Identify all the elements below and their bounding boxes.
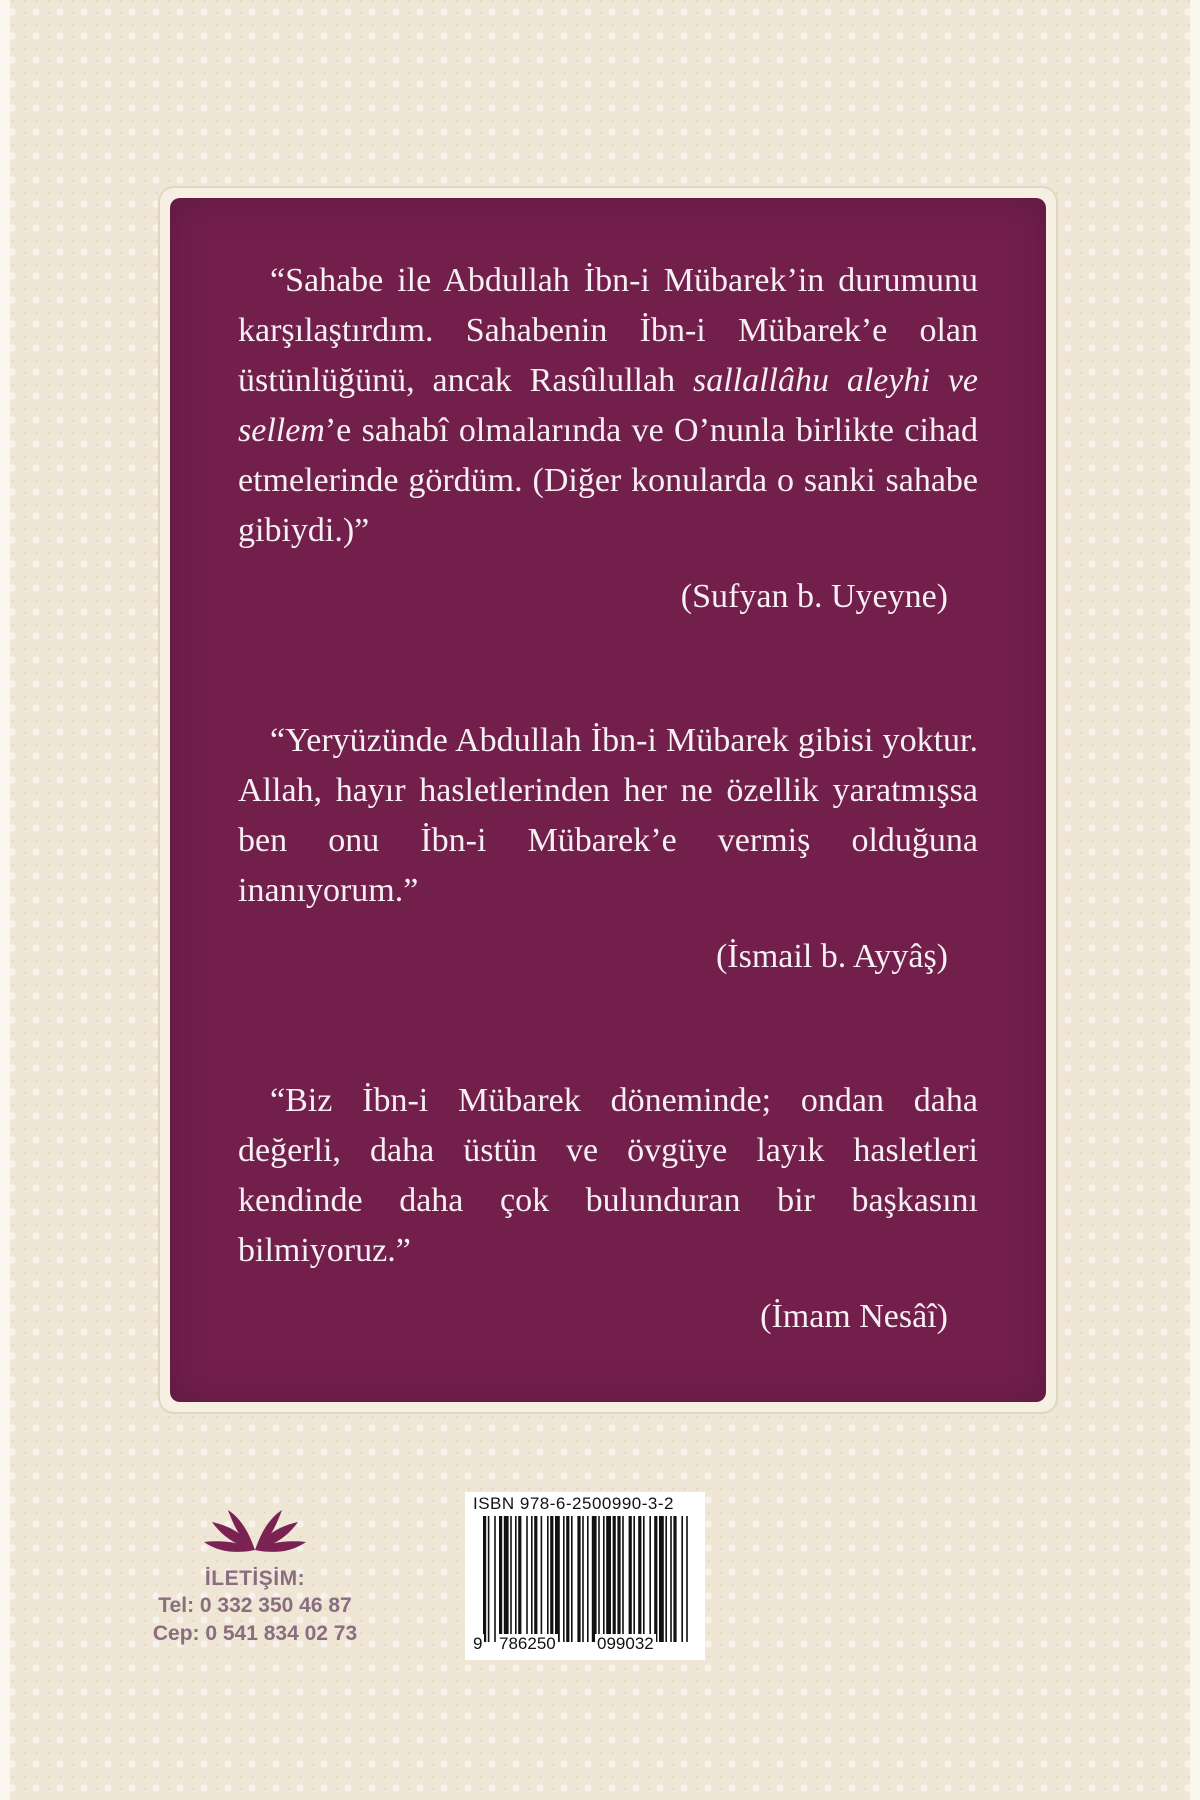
barcode-bar: [555, 1516, 560, 1642]
barcode-bar: [494, 1516, 496, 1642]
barcode-bar: [518, 1516, 521, 1642]
barcode-bar: [686, 1516, 688, 1642]
barcode-bar: [673, 1516, 676, 1642]
barcode-bar: [550, 1516, 553, 1642]
barcode-bar: [510, 1516, 512, 1642]
barcode-bar: [681, 1516, 683, 1642]
barcode-bar: [577, 1516, 580, 1642]
quote-1-part-b: ’e sahabî olmalarında ve O’nunla birlikte cihad etmelerinde gördüm. (Diğer konularda o sanki sahabe gibiydi.)”: [238, 412, 978, 549]
contact-cep: Cep: 0 541 834 02 73: [152, 1622, 358, 1645]
barcode-bar: [629, 1516, 632, 1642]
barcode-bar: [499, 1516, 502, 1642]
barcode-bar: [483, 1516, 486, 1642]
barcode-bar: [515, 1516, 517, 1642]
barcode-bar: [563, 1516, 565, 1642]
quote-author-3: (İmam Nesâî): [760, 1298, 948, 1335]
barcode-bar: [547, 1516, 549, 1642]
barcode-bar: [534, 1516, 537, 1642]
barcode-digits-left: 786250: [499, 1634, 556, 1653]
barcode-bar: [654, 1516, 657, 1642]
contact-title: İLETİŞİM:: [204, 1567, 306, 1590]
barcode-bars: [473, 1516, 697, 1646]
barcode-bar: [606, 1516, 611, 1642]
barcode-bar: [649, 1516, 651, 1642]
barcode-bar: [659, 1516, 664, 1642]
barcode-bar: [587, 1516, 589, 1642]
quote-text-3: “Biz İbn-i Mübarek döneminde; ondan daha değerli, daha üstün ve övgüye layık hasletleri kendinde daha çok bulunduran bir başkasını bilmiyoruz.”: [238, 1082, 978, 1269]
barcode-bar: [638, 1516, 641, 1642]
barcode-bar: [633, 1516, 635, 1642]
barcode-bar: [598, 1516, 600, 1642]
barcode-bar: [582, 1516, 584, 1642]
barcode-bar: [603, 1516, 605, 1642]
barcode-bar: [504, 1516, 509, 1642]
quote-block-2: [238, 716, 978, 982]
quote-block-3: [238, 1076, 978, 1342]
barcode-bar: [665, 1516, 667, 1642]
isbn-barcode: [465, 1492, 705, 1660]
quote-block-1: [238, 256, 978, 622]
barcode-bar: [670, 1516, 672, 1642]
isbn-label: ISBN 978-6-2500990-3-2: [473, 1494, 674, 1513]
barcode-bar: [531, 1516, 533, 1642]
quote-author-1: (Sufyan b. Uyeyne): [680, 578, 948, 615]
quotes-panel: [170, 198, 1046, 1402]
barcode-bar: [592, 1516, 597, 1642]
barcode-bar: [566, 1516, 569, 1642]
quote-text-2: “Yeryüzünde Abdullah İbn-i Mübarek gibisi yoktur. Allah, hayır hasletlerinden her ne özellik yaratmışsa ben onu İbn-i Mübarek’e vermiş olduğuna inanıyorum.”: [238, 722, 978, 909]
barcode-digit-first: 9: [473, 1634, 483, 1653]
barcode-bar: [526, 1516, 528, 1642]
barcode-bar: [488, 1516, 490, 1642]
quote-1-italic: sallallâhu aleyhi ve sellem: [238, 362, 978, 449]
open-book-leaves-icon: [200, 1500, 310, 1556]
barcode-bar: [613, 1516, 616, 1642]
barcode-bar: [571, 1516, 573, 1642]
publisher-contact: [120, 1500, 390, 1648]
barcode-bar: [622, 1516, 624, 1642]
quote-text-1: [238, 256, 978, 556]
barcode-bar: [541, 1516, 543, 1642]
barcode-bar: [617, 1516, 620, 1642]
barcode-bar: [643, 1516, 645, 1642]
contact-tel: Tel: 0 332 350 46 87: [158, 1594, 352, 1617]
quote-author-2: (İsmail b. Ayyâş): [715, 938, 948, 975]
barcode-digits-right: 099032: [597, 1634, 654, 1653]
quote-1-part-a: “Sahabe ile Abdullah İbn-i Mübarek’in durumunu karşılaştırdım. Sahabenin İbn-i Mübarek’e olan üstünlüğünü, ancak Rasûlullah: [238, 262, 978, 399]
